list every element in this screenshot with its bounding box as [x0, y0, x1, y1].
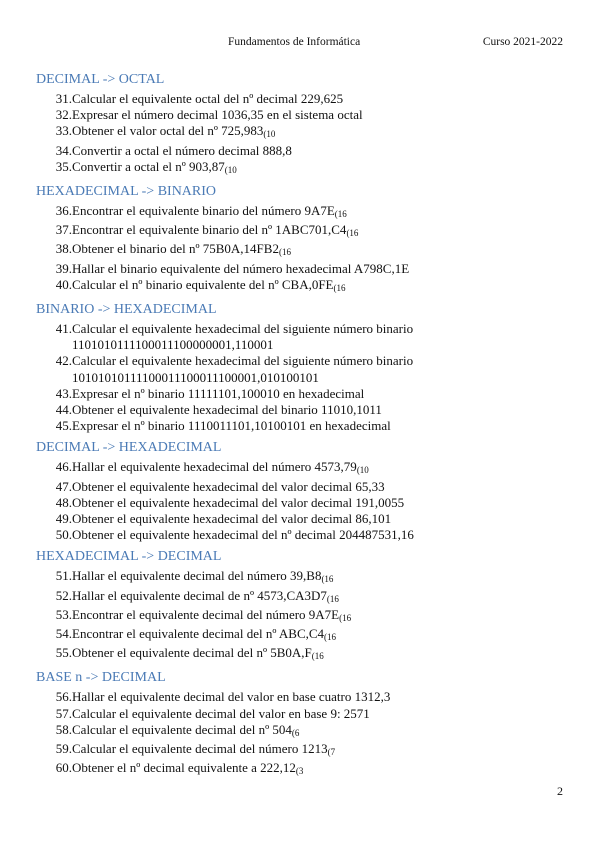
- exercise-item: [36, 479, 576, 495]
- exercise-number: 57.: [55, 705, 72, 721]
- exercise-item: [36, 241, 576, 260]
- exercise-text: [72, 241, 291, 260]
- exercise-item: [36, 706, 576, 722]
- exercise-statement: Obtener el equivalente decimal del nº 5B0A,F: [72, 645, 312, 661]
- exercise-text: [72, 107, 363, 123]
- exercise-item: [36, 760, 576, 779]
- exercise-text: [72, 588, 339, 607]
- exercise-text: [72, 706, 370, 722]
- section: [36, 182, 576, 300]
- exercise-number: 53.: [55, 606, 72, 622]
- number-base-subscript: (16: [324, 632, 337, 643]
- exercise-text: [72, 222, 358, 241]
- exercise-number: 46.: [55, 459, 72, 475]
- exercise-statement: Hallar el binario equivalente del número hexadecimal A798C,1E: [72, 260, 410, 276]
- number-base-subscript: (10: [263, 129, 276, 140]
- exercise-text: [72, 386, 364, 402]
- exercise-text: [72, 626, 336, 645]
- exercise-statement: Calcular el equivalente decimal del número 1213: [72, 741, 328, 757]
- exercise-text: [72, 527, 414, 543]
- exercise-number: 60.: [55, 760, 72, 776]
- exercise-item: [36, 626, 576, 645]
- exercise-number: 42.: [55, 353, 72, 369]
- exercise-text: [72, 495, 404, 511]
- exercise-statement: Expresar el nº binario 1110011101,10100101 en hexadecimal: [72, 418, 391, 434]
- binary-number-line: 1101010111100011100000001,110001: [72, 337, 274, 353]
- exercise-statement: Hallar el equivalente decimal del número 39,B8: [72, 568, 322, 584]
- exercise-statement: Expresar el nº binario 11111101,100010 en hexadecimal: [72, 385, 365, 401]
- exercise-statement: Calcular el equivalente decimal del valor en base 9: 2571: [72, 705, 370, 721]
- exercise-item: [36, 645, 576, 664]
- number-base-subscript: (16: [334, 209, 347, 220]
- exercise-item: [36, 689, 576, 705]
- exercise-list: [36, 70, 576, 780]
- exercise-text: [72, 418, 391, 434]
- course-label: Curso 2021-2022: [482, 36, 563, 48]
- exercise-statement: Obtener el equivalente hexadecimal del valor decimal 86,101: [72, 511, 392, 527]
- exercise-number: 47.: [55, 478, 72, 494]
- exercise-statement: Obtener el equivalente hexadecimal del valor decimal 65,33: [72, 478, 385, 494]
- exercise-number: 49.: [55, 511, 72, 527]
- exercise-item: [36, 143, 576, 159]
- exercise-statement: Obtener el equivalente hexadecimal del binario 11010,1011: [72, 402, 382, 418]
- exercise-item: [36, 159, 576, 178]
- exercise-item: [36, 495, 576, 511]
- exercise-number: 43.: [55, 385, 72, 401]
- exercise-item: [36, 459, 576, 478]
- exercise-statement: Calcular el equivalente octal del nº decimal 229,625: [72, 91, 344, 106]
- exercise-statement: Hallar el equivalente hexadecimal del número 4573,79: [72, 459, 357, 475]
- exercise-statement: Encontrar el equivalente binario del nº 1ABC701,C4: [72, 222, 347, 238]
- exercise-text: [72, 741, 335, 760]
- exercise-item: [36, 722, 576, 741]
- exercise-number: 51.: [55, 568, 72, 584]
- section-title: HEXADECIMAL -> DECIMAL: [36, 549, 222, 565]
- exercise-text: [72, 645, 324, 664]
- number-base-subscript: (16: [321, 574, 334, 585]
- exercise-text: [72, 689, 390, 705]
- section-title: BASE n -> DECIMAL: [36, 670, 166, 686]
- exercise-item: [36, 568, 576, 587]
- number-base-subscript: (6: [291, 727, 300, 738]
- exercise-item: [36, 261, 576, 277]
- exercise-text: [72, 353, 413, 369]
- exercise-text: [72, 479, 385, 495]
- exercise-item: [36, 386, 576, 402]
- exercise-number: 38.: [55, 241, 72, 257]
- exercise-text: [72, 568, 333, 587]
- exercise-number: 33.: [55, 123, 72, 139]
- exercise-number: 35.: [55, 158, 72, 174]
- exercise-statement: Hallar el equivalente decimal de nº 4573,CA3D7: [72, 587, 327, 603]
- exercise-text: [72, 511, 391, 527]
- section-title: BINARIO -> HEXADECIMAL: [36, 302, 217, 318]
- exercise-number: 36.: [55, 203, 72, 219]
- number-base-subscript: (3: [295, 766, 304, 777]
- section-title: HEXADECIMAL -> BINARIO: [36, 184, 217, 200]
- exercise-item: [36, 588, 576, 607]
- number-base-subscript: (16: [311, 651, 324, 662]
- exercise-statement: Calcular el equivalente decimal del nº 504: [72, 721, 292, 737]
- exercise-statement: Obtener el equivalente hexadecimal del valor decimal 191,0055: [72, 494, 405, 510]
- number-base-subscript: (16: [326, 593, 339, 604]
- exercise-number: 40.: [55, 276, 72, 292]
- section-title: DECIMAL -> HEXADECIMAL: [36, 440, 222, 456]
- exercise-text: [72, 159, 237, 178]
- exercise-statement: Obtener el binario del nº 75B0A,14FB2: [72, 241, 279, 257]
- exercise-text: [72, 277, 346, 296]
- document-title: Fundamentos de Informática: [228, 36, 361, 48]
- exercise-statement: Hallar el equivalente decimal del valor en base cuatro 1312,3: [72, 689, 391, 705]
- exercise-text: [72, 321, 413, 337]
- exercise-statement: Encontrar el equivalente decimal del número 9A7E: [72, 606, 340, 622]
- page-number: 2: [557, 784, 563, 798]
- exercise-item: [36, 321, 576, 337]
- exercise-item: [36, 402, 576, 418]
- exercise-number: 50.: [55, 527, 72, 543]
- exercise-item: [36, 222, 576, 241]
- exercise-number: 31.: [55, 91, 72, 106]
- exercise-text: [72, 203, 347, 222]
- exercise-text: [72, 123, 275, 142]
- page-header: [0, 36, 599, 52]
- number-base-subscript: (10: [356, 465, 369, 476]
- exercise-text: [72, 760, 303, 779]
- exercise-number: 45.: [55, 418, 72, 434]
- exercise-number: 34.: [55, 142, 72, 158]
- exercise-number: 39.: [55, 260, 72, 276]
- exercise-statement: Calcular el nº binario equivalente del nº CBA,0FE: [72, 276, 334, 292]
- exercise-number: 48.: [55, 494, 72, 510]
- number-base-subscript: (16: [339, 612, 352, 623]
- exercise-text: [72, 722, 299, 741]
- section: [36, 547, 576, 668]
- exercise-number: 54.: [55, 626, 72, 642]
- number-base-subscript: (16: [278, 247, 291, 258]
- exercise-text: [72, 402, 382, 418]
- exercise-statement: Calcular el equivalente hexadecimal del siguiente número binario: [72, 353, 414, 369]
- exercise-number: 32.: [55, 107, 72, 123]
- exercise-statement: Encontrar el equivalente decimal del nº ABC,C4: [72, 626, 325, 642]
- exercise-statement: Obtener el nº decimal equivalente a 222,12: [72, 760, 296, 776]
- exercise-item: [36, 527, 576, 543]
- exercise-item: [36, 741, 576, 760]
- section-title: DECIMAL -> OCTAL: [36, 72, 165, 87]
- exercise-number: 41.: [55, 321, 72, 337]
- exercise-number: 37.: [55, 222, 72, 238]
- exercise-number: 52.: [55, 587, 72, 603]
- exercise-statement: Encontrar el equivalente binario del número 9A7E: [72, 203, 335, 219]
- exercise-statement: Obtener el equivalente hexadecimal del nº decimal 204487531,16: [72, 527, 414, 543]
- exercise-number: 55.: [55, 645, 72, 661]
- exercise-number: 58.: [55, 721, 72, 737]
- exercise-item: [36, 511, 576, 527]
- section: [36, 438, 576, 547]
- exercise-number: 56.: [55, 689, 72, 705]
- exercise-number: 59.: [55, 741, 72, 757]
- number-base-subscript: (16: [333, 282, 346, 293]
- number-base-subscript: (16: [346, 228, 359, 239]
- exercise-item: [36, 353, 576, 369]
- exercise-item: [36, 107, 576, 123]
- exercise-statement: Convertir a octal el nº 903,87: [72, 158, 225, 174]
- exercise-item: [36, 203, 576, 222]
- exercise-text: [72, 143, 292, 159]
- exercise-item: [36, 123, 576, 142]
- number-base-subscript: (10: [224, 164, 237, 175]
- exercise-text: [72, 459, 369, 478]
- binary-number-line: 10101010111100011100011100001,010100101: [72, 369, 319, 385]
- exercise-number: 44.: [55, 402, 72, 418]
- exercise-text: [72, 607, 351, 626]
- section: [36, 70, 576, 182]
- exercise-text: [72, 91, 343, 107]
- section: [36, 300, 576, 438]
- exercise-item: [36, 277, 576, 296]
- exercise-statement: Convertir a octal el número decimal 888,8: [72, 142, 292, 158]
- exercise-statement: Expresar el número decimal 1036,35 en el sistema octal: [72, 107, 363, 123]
- section: [36, 668, 576, 779]
- exercise-item: [36, 607, 576, 626]
- exercise-text: [72, 261, 409, 277]
- number-base-subscript: (7: [327, 747, 336, 758]
- exercise-statement: Obtener el valor octal del nº 725,983: [72, 123, 264, 139]
- exercise-item: [36, 91, 576, 107]
- exercise-statement: Calcular el equivalente hexadecimal del siguiente número binario: [72, 321, 414, 337]
- exercise-item: [36, 418, 576, 434]
